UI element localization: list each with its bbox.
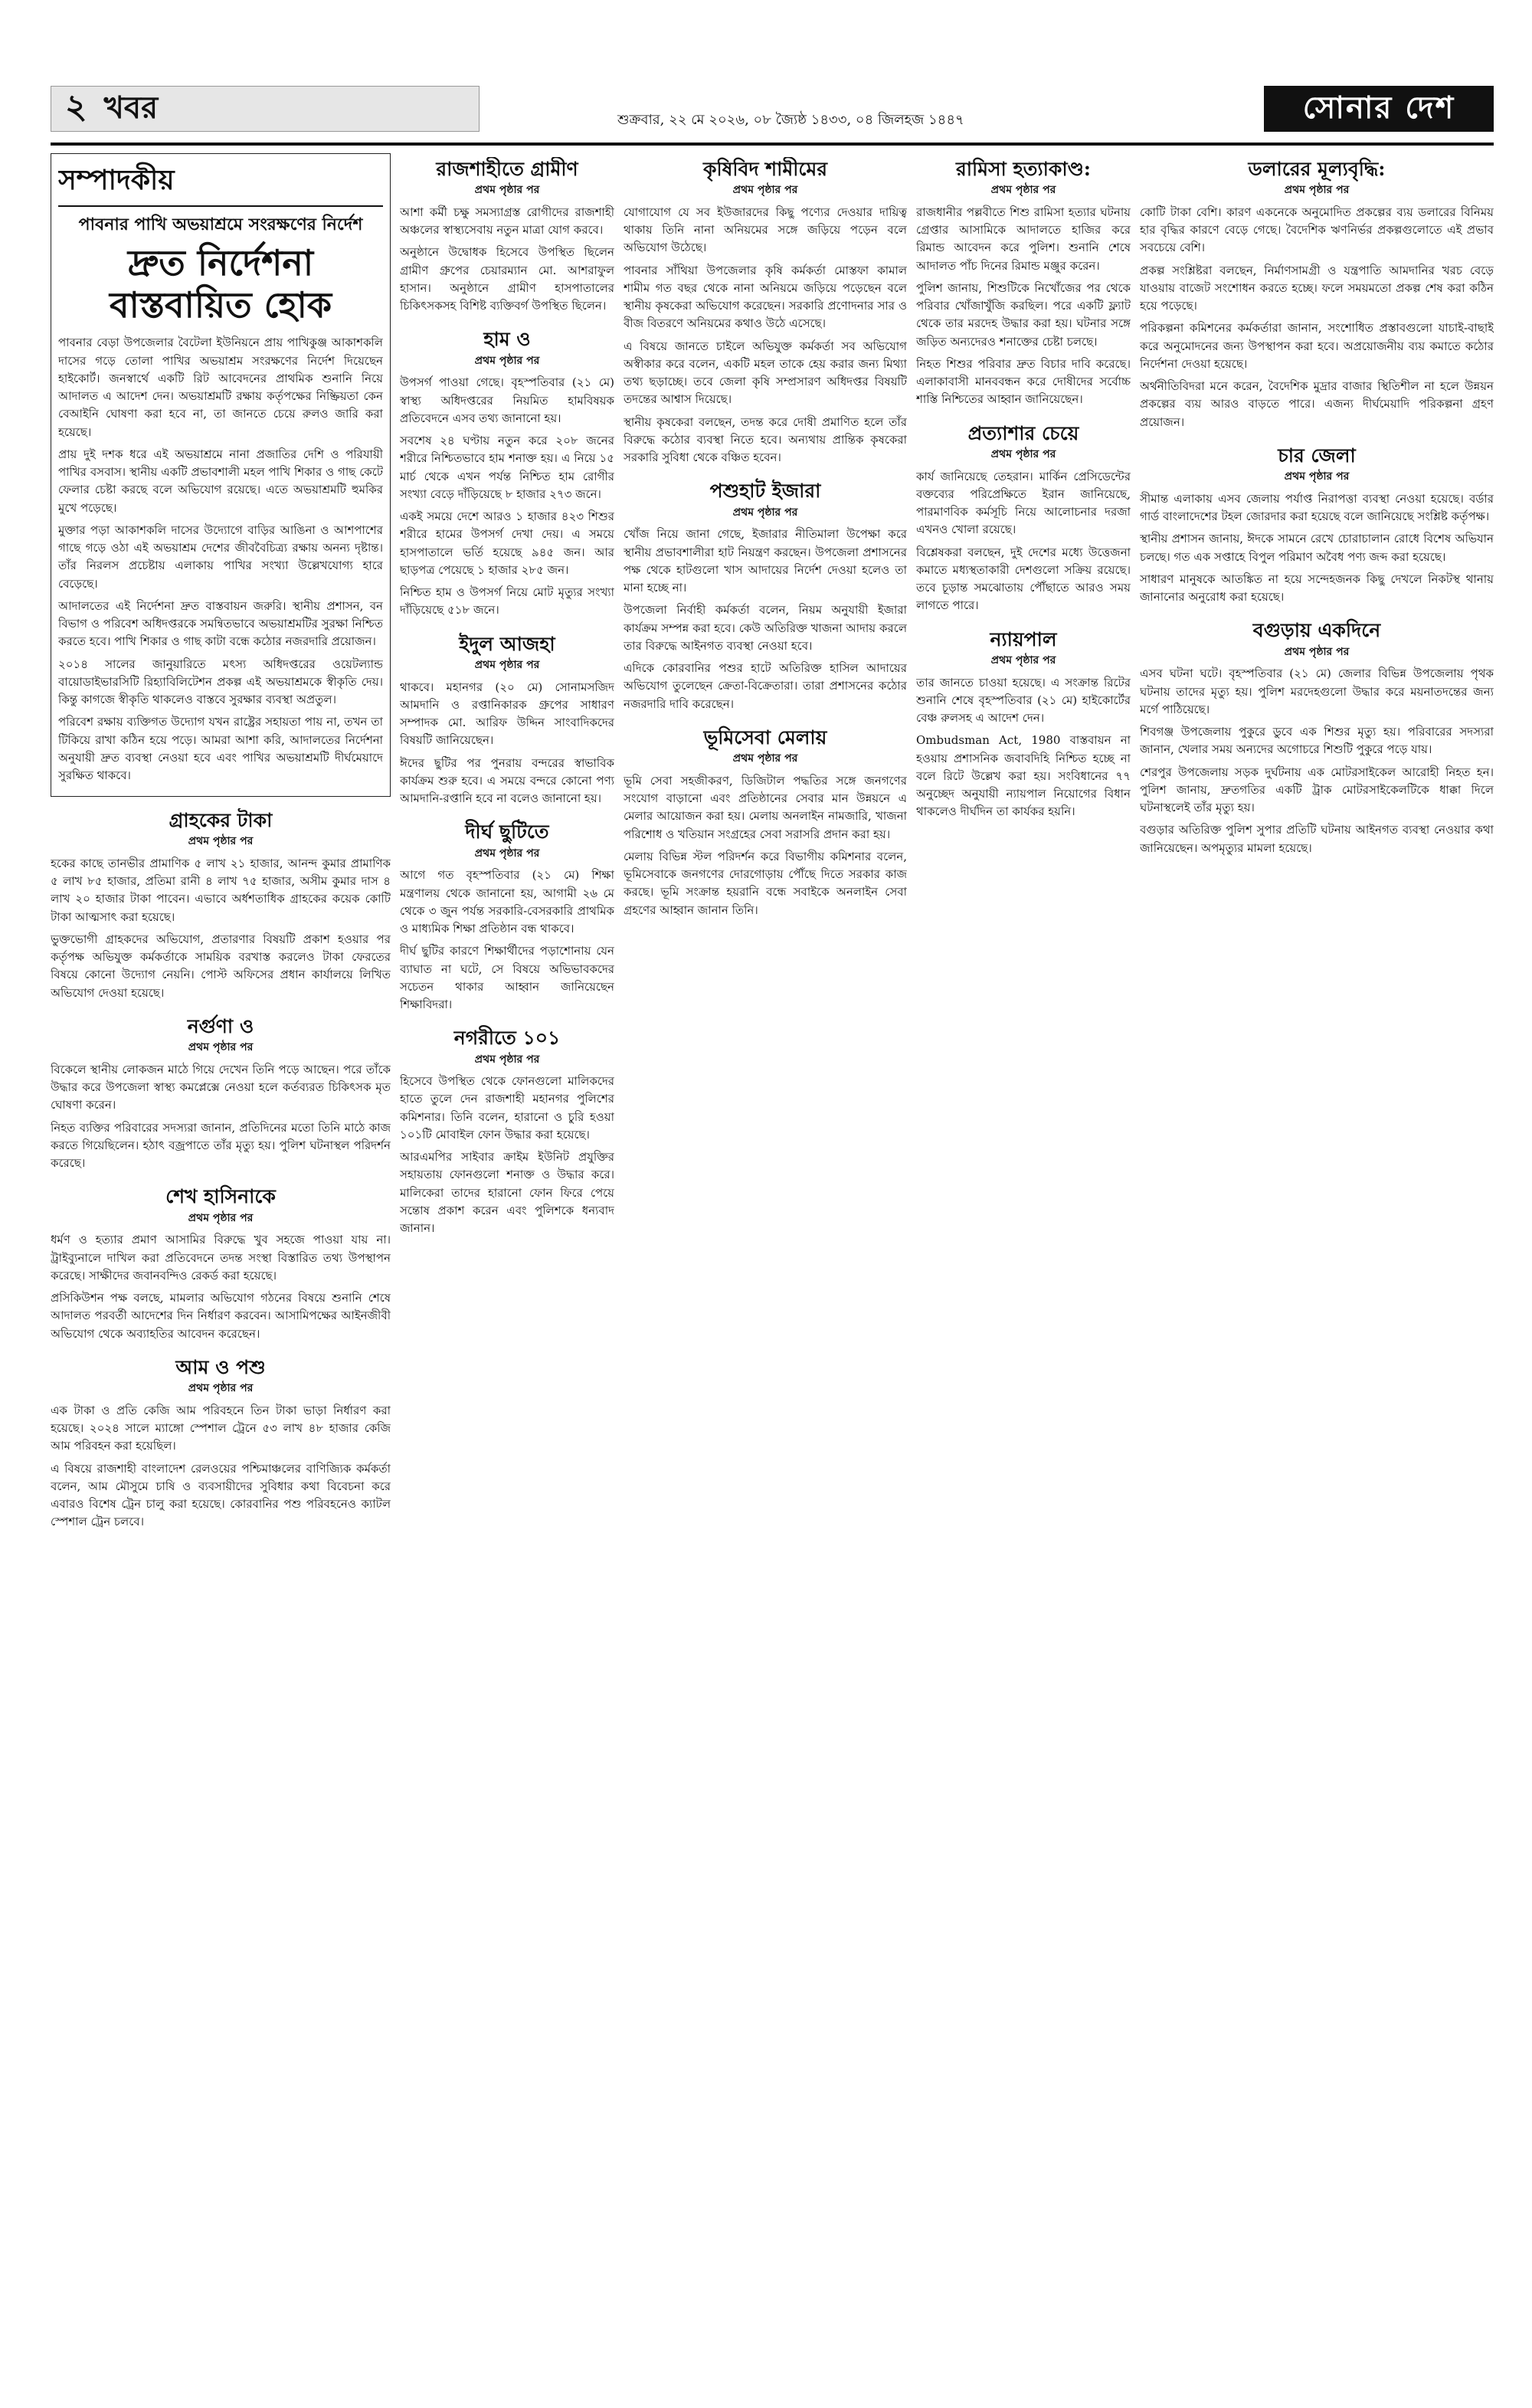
story-dollar-value [1140,157,1494,431]
story-paragraph: শেরপুর উপজেলায় সড়ক দুর্ঘটনায় এক মোটরসাইকেল আরোহী নিহত হন। পুলিশ জানায়, দ্রুতগতির একটি ট্রাক মোটরসাইকেলটিকে ধাক্কা দিলে ঘটনাস্থলেই তাঁর মৃত্যু হয়। [1140,765,1494,815]
story-headline: রাজশাহীতে গ্রামীণ [436,158,578,180]
story-ref: প্রথম পৃষ্ঠার পর [732,752,798,765]
column-two [400,157,614,2371]
column-three [624,157,907,2371]
story-nargunda [51,1014,391,1172]
editorial-paragraph: পাবনার বেড়া উপজেলার বৈটেলা ইউনিয়নে প্রায় পাখিকুঞ্জ আকাশকলি দাসের গড়ে তোলা পাখির অভয়াশ্রম সংরক্ষণের নির্দেশ দিয়েছেন হাইকোর্ট। জনস্বার্থে একটি রিট আবেদনের প্রাথমিক শুনানি নিয়ে আদালত এ আদেশ দেন। অভয়াশ্রমটি রক্ষায় কর্তৃপক্ষের নিষ্ক্রিয়তা কেন বেআইনি ঘোষণা করা হবে না, তা জানতে চেয়ে রুলও জারি করা হয়েছে। [58,336,383,439]
story-ref: প্রথম পৃষ্ঠার পর [474,354,540,367]
story-paragraph: হকের কাছে তানভীর প্রামাণিক ৫ লাখ ২১ হাজার, আনন্দ কুমার প্রামাণিক ৫ লাখ ৮৫ হাজার, প্রতিমা রানী ৪ লাখ ৭৫ হাজার, অসীম কুমার দাস ৪ লাখ ২০ হাজার টাকা পাবেন। এভাবে অর্ধশতাধিক গ্রাহকের কয়েক কোটি টাকা আত্মসাৎ করা হয়েছে। [51,856,391,924]
story-headline: ন্যায়পাল [990,627,1057,650]
story-customer-money [51,808,391,1002]
story-poshutto [624,479,907,713]
story-paragraph: পুলিশ জানায়, শিশুটিকে নিখোঁজের পর থেকে পরিবার খোঁজাখুঁজি করছিল। পরে একটি ফ্ল্যাট থেকে তার মরদেহ উদ্ধার করা হয়। ঘটনার সঙ্গে জড়িত অন্যদেরও শনাক্তের চেষ্টা চলছে। [916,280,1131,349]
story-paragraph: এসব ঘটনা ঘটে। বৃহস্পতিবার (২১ মে) জেলার বিভিন্ন উপজেলায় পৃথক ঘটনায় তাদের মৃত্যু হয়। পুলিশ মরদেহগুলো উদ্ধার করে ময়নাতদন্তের জন্য মর্গে পাঠিয়েছে। [1140,667,1494,716]
editorial-column [58,159,383,792]
story-paragraph: অনুষ্ঠানে উদ্বোধক হিসেবে উপস্থিত ছিলেন গ্রামীণ গ্রুপের চেয়ারম্যান মো. আশরাফুল হাসান। অনুষ্ঠানে গ্রামীণ হাসপাতালের চিকিৎসকসহ বিশিষ্ট ব্যক্তিবর্গ উপস্থিত ছিলেন। [400,245,614,313]
editorial-paragraph: আদালতের এই নির্দেশনা দ্রুত বাস্তবায়ন জরুরি। স্থানীয় প্রশাসন, বন বিভাগ ও পরিবেশ অধিদপ্তরকে সমন্বিতভাবে অভয়াশ্রমটির সুরক্ষা নিশ্চিত করতে হবে। পাখি শিকার ও গাছ কাটা বন্ধে কঠোর নজরদারি প্রয়োজন। [58,598,383,649]
story-ref: প্রথম পৃষ্ঠার পর [1284,470,1350,483]
story-ref: প্রথম পৃষ্ঠার পর [474,184,540,197]
story-ref: প্রথম পৃষ্ঠার পর [474,1053,540,1066]
story-paragraph: অর্থনীতিবিদরা মনে করেন, বৈদেশিক মুদ্রার বাজার স্থিতিশীল না হলে উন্নয়ন প্রকল্পের ব্যয় আরও বাড়তে পারে। এজন্য দীর্ঘমেয়াদি পরিকল্পনা গ্রহণ প্রয়োজন। [1140,379,1494,429]
story-ref: প্রথম পৃষ্ঠার পর [1284,645,1350,658]
story-headline: রামিসা হত্যাকাণ্ড: [955,158,1092,180]
story-headline: গ্রাহকের টাকা [169,809,273,831]
story-mango-animals [51,1355,391,1532]
editorial-subhead: পাবনার পাখি অভয়াশ্রমে সংরক্ষণের নির্দেশ [78,214,363,234]
left-stories-column [51,808,391,2371]
story-paragraph: উপজেলা নির্বাহী কর্মকর্তা বলেন, নিয়ম অনুযায়ী ইজারা কার্যক্রম সম্পন্ন করা হবে। কেউ অতিরিক্ত খাজনা আদায় করলে তার বিরুদ্ধে আইনগত ব্যবস্থা নেওয়া হবে। [624,603,907,653]
story-agri-scientist [624,157,907,467]
story-headline: কৃষিবিদ শামীমের [702,158,828,180]
story-ref: প্রথম পৃষ্ঠার পর [990,447,1056,460]
story-long-holiday [400,820,614,1014]
story-paragraph: এ বিষয়ে রাজশাহী বাংলাদেশ রেলওয়ের পশ্চিমাঞ্চলের বাণিজ্যিক কর্মকর্তা বলেন, আম মৌসুমে চাষি ও ব্যবসায়ীদের সুবিধার কথা বিবেচনা করে এবারও বিশেষ ট্রেন চালু করা হয়েছে। কোরবানির পশু পরিবহনেও ক্যাটল স্পেশাল ট্রেন চলবে। [51,1461,391,1529]
story-paragraph: স্থানীয় প্রশাসন জানায়, ঈদকে সামনে রেখে চোরাচালান রোধে বিশেষ অভিযান চলছে। গত এক সপ্তাহে বিপুল পরিমাণ অবৈধ পণ্য জব্দ করা হয়েছে। [1140,532,1494,564]
story-paragraph: ভুক্তভোগী গ্রাহকদের অভিযোগ, প্রতারণার বিষয়টি প্রকাশ হওয়ার পর কর্তৃপক্ষ অভিযুক্ত কর্মকর্তাকে সাময়িক বরখাস্ত করলেও টাকা ফেরতের বিষয়ে কোনো উদ্যোগ নেয়নি। পোস্ট অফিসের প্রধান কার্যালয়ে লিখিত অভিযোগ দেওয়া হয়েছে। [51,932,391,1000]
story-ref: প্রথম পৃষ্ঠার পর [990,654,1056,667]
story-paragraph: থাকবে। মহানগর (২০ মে) সোনামসজিদ আমদানি ও রপ্তানিকারক গ্রুপের সাধারণ সম্পাদক মো. আরিফ উদ্দিন সাংবাদিকদের বিষয়টি জানিয়েছেন। [400,680,614,748]
story-paragraph: বিকেলে স্থানীয় লোকজন মাঠে গিয়ে দেখেন তিনি পড়ে আছেন। পরে তাঁকে উদ্ধার করে উপজেলা স্বাস্থ্য কমপ্লেক্সে নেওয়া হলে কর্তব্যরত চিকিৎসক মৃত ঘোষণা করেন। [51,1062,391,1112]
story-headline: ডলারের মূল্যবৃদ্ধি: [1248,158,1386,180]
story-headline: আম ও পশু [175,1355,266,1378]
story-paragraph: যোগাযোগ যে সব ইউজারদের কিছু পণ্যের দেওয়ার দায়িত্ব থাকায় তিনি নানা অনিয়মের সঙ্গে জড়িয়ে পড়েন বলে অভিযোগ উঠেছে। [624,205,907,255]
story-headline: চার জেলা [1278,444,1356,467]
story-headline: পশুহাট ইজারা [709,480,821,503]
story-headline: বগুড়ায় একদিনে [1252,619,1381,642]
story-paragraph: তার জানতে চাওয়া হয়েছে। এ সংক্রান্ত রিটের শুনানি শেষে বৃহস্পতিবার (২১ মে) হাইকোর্টের বেঞ্চ রুলসহ এ আদেশ দেন। [916,675,1131,726]
story-ref: প্রথম পৃষ্ঠার পর [188,1211,254,1224]
story-paragraph: উপসর্গ পাওয়া গেছে। বৃহস্পতিবার (২১ মে) স্বাস্থ্য অধিদপ্তরের নিয়মিত হামবিষয়ক প্রতিবেদনে এসব তথ্য জানানো হয়। [400,375,614,425]
story-protashar [916,421,1131,615]
story-headline: নর্গুণা ও [187,1014,254,1037]
story-paragraph: ভূমি সেবা সহজীকরণ, ডিজিটাল পদ্ধতির সঙ্গে জনগণের সংযোগ বাড়ানো এবং প্রতিষ্ঠানের সেবার মান উন্নয়নে এ মেলার আয়োজন করা হয়। মেলায় অনলাইন নামজারি, খাজনা পরিশোধ ও খতিয়ান সংগ্রহের সেবা সরাসরি প্রদান করা হয়। [624,773,907,841]
story-ref: প্রথম পৃষ্ঠার পর [732,506,798,519]
story-paragraph: শিবগঞ্জ উপজেলায় পুকুরে ডুবে এক শিশুর মৃত্যু হয়। পরিবারের সদস্যরা জানান, খেলার সময় অন্যদের অগোচরে শিশুটি পুকুরে পড়ে যায়। [1140,725,1494,757]
story-paragraph: নিহত ব্যক্তির পরিবারের সদস্যরা জানান, প্রতিদিনের মতো তিনি মাঠে কাজ করতে গিয়েছিলেন। হঠাৎ বজ্রপাতে তাঁর মৃত্যু হয়। পুলিশ ঘটনাস্থল পরিদর্শন করেছে। [51,1120,391,1171]
page-number-bar [51,86,480,132]
story-ref: প্রথম পৃষ্ঠার পর [188,1382,254,1395]
story-nyapal [916,627,1131,821]
story-headline: ভূমিসেবা মেলায় [703,726,827,749]
editorial-headline: দ্রুত নির্দেশনা বাস্তবায়িত হোক [109,241,332,326]
story-eid [400,632,614,808]
column-four [916,157,1131,2371]
story-paragraph: এক টাকা ও প্রতি কেজি আম পরিবহনে তিন টাকা ভাড়া নির্ধারণ করা হয়েছে। ২০২৪ সালে ম্যাঙ্গো স্পেশাল ট্রেনে ৫৩ লাখ ৪৮ হাজার কেজি আম পরিবহন করা হয়েছিল। [51,1403,391,1453]
editorial-label: সম্পাদকীয় [58,159,383,207]
story-paragraph: একই সময়ে দেশে আরও ১ হাজার ৪২৩ শিশুর শরীরে হামের উপসর্গ দেখা দেয়। এ সময়ে হাসপাতালে ভর্তি হয়েছে ৯৪৫ জন। আর ছাড়পত্র পেয়েছে ১ হাজার ২৮৫ জন। [400,509,614,577]
story-paragraph: মেলায় বিভিন্ন স্টল পরিদর্শন করে বিভাগীয় কমিশনার বলেন, ভূমিসেবাকে জনগণের দোরগোড়ায় পৌঁছে দিতে সরকার কাজ করছে। ভূমি সংক্রান্ত হয়রানি বন্ধে সবাইকে অনলাইন সেবা গ্রহণের আহ্বান জানান তিনি। [624,849,907,917]
page-header [51,86,1494,147]
editorial-paragraph: পরিবেশ রক্ষায় ব্যক্তিগত উদ্যোগ যখন রাষ্ট্রের সহায়তা পায় না, তখন তা টিকিয়ে রাখা কঠিন হয়ে পড়ে। আমরা আশা করি, আদালতের নির্দেশনা অনুযায়ী দ্রুত ব্যবস্থা নেওয়া হবে এবং পাখির অভয়াশ্রমটি দীর্ঘমেয়াদে সুরক্ষিত থাকবে। [58,715,383,783]
story-headline: ইদুল আজহা [459,632,555,655]
story-headline: প্রত্যাশার চেয়ে [967,421,1079,444]
story-paragraph: এ বিষয়ে জানতে চাইলে অভিযুক্ত কর্মকর্তা সব অভিযোগ অস্বীকার করে বলেন, একটি মহল তাকে হেয় করার জন্য মিথ্যা তথ্য ছড়াচ্ছে। তবে জেলা কৃষি সম্প্রসারণ অধিদপ্তর বিষয়টি তদন্তের আশ্বাস দিয়েছে। [624,339,907,407]
story-headline: শেখ হাসিনাকে [165,1185,276,1208]
story-paragraph: এদিকে কোরবানির পশুর হাটে অতিরিক্ত হাসিল আদায়ের অভিযোগ তুলেছেন ক্রেতা-বিক্রেতারা। তারা প্রশাসনের কঠোর নজরদারি দাবি করেছেন। [624,661,907,711]
story-nagarite-101 [400,1026,614,1237]
date-line: শুক্রবার, ২২ মে ২০২৬, ০৮ জ্যৈষ্ঠ ১৪৩৩, ০৪ জিলহজ ১৪৪৭ [617,112,964,128]
story-ref: প্রথম পৃষ্ঠার পর [1284,184,1350,197]
story-paragraph: হিসেবে উপস্থিত থেকে ফোনগুলো মালিকদের হাতে তুলে দেন রাজশাহী মহানগর পুলিশের কমিশনার। তিনি বলেন, হারানো ও চুরি হওয়া ১০১টি মোবাইল ফোন উদ্ধার করা হয়েছে। [400,1074,614,1142]
story-land-service [624,726,907,919]
story-paragraph: আশা কর্মী চক্ষু সমস্যাগ্রস্ত রোগীদের রাজশাহী অঞ্চলের স্বাস্থ্যসেবায় নতুন মাত্রা যোগ করবে। [400,205,614,238]
story-paragraph: নিশ্চিত হাম ও উপসর্গ নিয়ে মোট মৃত্যুর সংখ্যা দাঁড়িয়েছে ৫১৮ জনে। [400,585,614,618]
story-paragraph: নিহত শিশুর পরিবার দ্রুত বিচার দাবি করেছে। এলাকাবাসী মানববন্ধন করে দোষীদের সর্বোচ্চ শাস্তি নিশ্চিতের আহ্বান জানিয়েছেন। [916,356,1131,407]
story-ref: প্রথম পৃষ্ঠার পর [188,835,254,848]
story-paragraph: সাধারণ মানুষকে আতঙ্কিত না হয়ে সন্দেহজনক কিছু দেখলে নিকটস্থ থানায় জানানোর অনুরোধ করা হয়েছে। [1140,572,1494,604]
editorial-paragraph: মুক্তার পড়া আকাশকলি দাসের উদ্যোগে বাড়ির আঙিনা ও আশপাশের গাছে গড়ে ওঠা এই অভয়াশ্রম দেশের জীববৈচিত্র্য রক্ষায় অনন্য দৃষ্টান্ত। তাঁর নিরলস প্রচেষ্টায় এলাকায় পাখির সংখ্যা উল্লেখযোগ্য হারে বেড়েছে। [58,523,383,591]
story-paragraph: কোটি টাকা বেশি। কারণ একনেকে অনুমোদিত প্রকল্পের ব্যয় ডলারের বিনিময় হার বৃদ্ধির কারণে বেড়ে গেছে। বৈদেশিক ঋণনির্ভর প্রকল্পগুলোতে এই প্রভাব সবচেয়ে বেশি। [1140,205,1494,255]
story-ref: প্রথম পৃষ্ঠার পর [732,184,798,197]
column-five [1140,157,1494,2371]
story-paragraph: ধর্মণ ও হত্যার প্রমাণ আসামির বিরুদ্ধে খুব সহজে পাওয়া যায় না। ট্রাইব্যুনালে দাখিল করা প্রতিবেদনে তদন্ত সংস্থা বিস্তারিত তথ্য উপস্থাপন করেছে। সাক্ষীদের জবানবন্দিও রেকর্ড করা হয়েছে। [51,1233,391,1283]
story-paragraph: পরিকল্পনা কমিশনের কর্মকর্তারা জানান, সংশোধিত প্রস্তাবগুলো যাচাই-বাছাই করে অনুমোদনের জন্য উপস্থাপন করা হবে। অপ্রয়োজনীয় ব্যয় কমাতে কঠোর নির্দেশনা দেওয়া হয়েছে। [1140,321,1494,371]
story-paragraph: আরএমপির সাইবার ক্রাইম ইউনিট প্রযুক্তির সহায়তায় ফোনগুলো শনাক্ত ও উদ্ধার করে। মালিকেরা তাদের হারানো ফোন ফিরে পেয়ে সন্তোষ প্রকাশ করেন এবং পুলিশকে ধন্যবাদ জানান। [400,1150,614,1236]
story-paragraph: আগে গত বৃহস্পতিবার (২১ মে) শিক্ষা মন্ত্রণালয় থেকে জানানো হয়, আগামী ২৬ মে থেকে ৩ জুন পর্যন্ত সরকারি-বেসরকারি প্রাথমিক ও মাধ্যমিক শিক্ষা প্রতিষ্ঠান বন্ধ থাকবে। [400,868,614,935]
story-paragraph: স্থানীয় কৃষকেরা বলছেন, তদন্ত করে দোষী প্রমাণিত হলে তাঁর বিরুদ্ধে কঠোর ব্যবস্থা নিতে হবে। অন্যথায় প্রান্তিক কৃষকেরা সরকারি সুবিধা থেকে বঞ্চিত হবেন। [624,414,907,465]
section-name: খবর [103,89,159,126]
story-rajshahi-rural [400,157,614,315]
story-headline: নগরীতে ১০১ [453,1027,561,1050]
story-ref: প্রথম পৃষ্ঠার পর [188,1041,254,1054]
page-number: ২ [65,87,87,126]
header-rule [51,143,1494,146]
story-paragraph: বগুড়ার অতিরিক্ত পুলিশ সুপার প্রতিটি ঘটনায় আইনগত ব্যবস্থা নেওয়ার কথা জানিয়েছেন। অপমৃত্যুর মামলা হয়েছে। [1140,823,1494,855]
story-sheikh-hasina [51,1184,391,1342]
story-bogura [1140,618,1494,857]
story-paragraph: সবশেষ ২৪ ঘণ্টায় নতুন করে ২০৮ জনের শরীরে নিশ্চিতভাবে হাম শনাক্ত হয়। এ নিয়ে ১৫ মার্চ থেকে এখন পর্যন্ত নিশ্চিত হাম রোগীর সংখ্যা বেড়ে দাঁড়িয়েছে ৮ হাজার ২৭৩ জনে। [400,434,614,501]
story-paragraph: দীর্ঘ ছুটির কারণে শিক্ষার্থীদের পড়াশোনায় যেন ব্যাঘাত না ঘটে, সে বিষয়ে অভিভাবকদের সচেতন থাকার আহ্বান জানিয়েছেন শিক্ষাবিদরা। [400,944,614,1011]
story-paragraph: কার্য জানিয়েছে তেহরান। মার্কিন প্রেসিডেন্টের বক্তব্যের পরিপ্রেক্ষিতে ইরান জানিয়েছে, পারমাণবিক কর্মসূচি নিয়ে আলোচনার দরজা এখনও খোলা রয়েছে। [916,469,1131,537]
masthead-logo: সোনার দেশ [1264,86,1494,132]
story-paragraph: রাজধানীর পল্লবীতে শিশু রামিসা হত্যার ঘটনায় গ্রেপ্তার আসামিকে আদালতে হাজির করে রিমান্ড আবেদন করে পুলিশ। শুনানি শেষে আদালত পাঁচ দিনের রিমান্ড মঞ্জুর করেন। [916,205,1131,273]
story-ramisa [916,157,1131,409]
story-paragraph: Ombudsman Act, 1980 বাস্তবায়ন না হওয়ায় প্রশাসনিক জবাবদিহি নিশ্চিত হচ্ছে না বলে রিটে উল্লেখ করা হয়। সংবিধানের ৭৭ অনুচ্ছেদ অনুযায়ী ন্যায়পাল নিয়োগের বিধান থাকলেও দীর্ঘদিন তা কার্যকর হয়নি। [916,733,1131,819]
story-paragraph: বিশ্লেষকরা বলছেন, দুই দেশের মধ্যে উত্তেজনা কমাতে মধ্যস্থতাকারী দেশগুলো সক্রিয় রয়েছে। তবে চূড়ান্ত সমঝোতায় পৌঁছাতে আরও সময় লাগতে পারে। [916,545,1131,613]
story-paragraph: প্রকল্প সংশ্লিষ্টরা বলছেন, নির্মাণসামগ্রী ও যন্ত্রপাতি আমদানির খরচ বেড়ে যাওয়ায় বাজেট সংশোধন করতে হচ্ছে। ফলে সময়মতো প্রকল্প শেষ করা কঠিন হয়ে পড়েছে। [1140,263,1494,313]
story-ref: প্রথম পৃষ্ঠার পর [474,847,540,860]
story-paragraph: সীমান্ত এলাকায় এসব জেলায় পর্যাপ্ত নিরাপত্তা ব্যবস্থা নেওয়া হয়েছে। বর্ডার গার্ড বাংলাদেশের টহল জোরদার করা হয়েছে বলে জানিয়েছে সংশ্লিষ্ট কর্তৃপক্ষ। [1140,491,1494,524]
story-paragraph: প্রসিকিউশন পক্ষ বলছে, মামলার অভিযোগ গঠনের বিষয়ে শুনানি শেষে আদালত পরবর্তী আদেশের দিন নির্ধারণ করবেন। আসামিপক্ষের আইনজীবী অভিযোগ থেকে অব্যাহতির আবেদন করেছেন। [51,1291,391,1341]
editorial-paragraph: ২০১৪ সালের জানুয়ারিতে মৎস্য অধিদপ্তরের ওয়েটল্যান্ড বায়োডাইভারসিটি রিহ্যাবিলিটেশন প্রকল্প এই অভয়াশ্রমকে স্বীকৃতি দেয়। কিন্তু কাগজে স্বীকৃতি থাকলেও বাস্তবে সুরক্ষার ব্যবস্থা অপ্রতুল। [58,657,383,707]
story-paragraph: খোঁজ নিয়ে জানা গেছে, ইজারার নীতিমালা উপেক্ষা করে স্থানীয় প্রভাবশালীরা হাট নিয়ন্ত্রণ করছেন। উপজেলা প্রশাসনের পক্ষ থেকে হাটগুলো খাস আদায়ের নির্দেশ দেওয়া হলেও তা মানা হচ্ছে না। [624,527,907,595]
story-paragraph: পাবনার সাঁথিয়া উপজেলার কৃষি কর্মকর্তা মোস্তফা কামাল শামীম গত বছর থেকে নানা অনিয়মে জড়িয়ে পড়েছেন বলে স্থানীয় কৃষকেরা অভিযোগ করেছেন। সরকারি প্রণোদনার সার ও বীজ বিতরণে অনিয়মের কথাও উঠে এসেছে। [624,263,907,331]
story-hum [400,327,614,619]
story-char-jela [1140,444,1494,606]
editorial-paragraph: প্রায় দুই দশক ধরে এই অভয়াশ্রমে নানা প্রজাতির দেশি ও পরিযায়ী পাখির বসবাস। স্থানীয় একটি প্রভাবশালী মহল পাখি শিকার ও গাছ কেটে ফেলার চেষ্টা করছে বলে অভিযোগ রয়েছে। এতে অভয়াশ্রমটি হুমকির মুখে পড়েছে। [58,447,383,515]
story-headline: দীর্ঘ ছুটিতে [465,821,549,844]
story-ref: প্রথম পৃষ্ঠার পর [990,184,1056,197]
story-ref: প্রথম পৃষ্ঠার পর [474,658,540,671]
story-headline: হাম ও [483,328,531,351]
story-paragraph: ঈদের ছুটির পর পুনরায় বন্দরের স্বাভাবিক কার্যক্রম শুরু হবে। এ সময়ে বন্দরে কোনো পণ্য আমদানি-রপ্তানি হবে না বলেও জানানো হয়। [400,755,614,806]
